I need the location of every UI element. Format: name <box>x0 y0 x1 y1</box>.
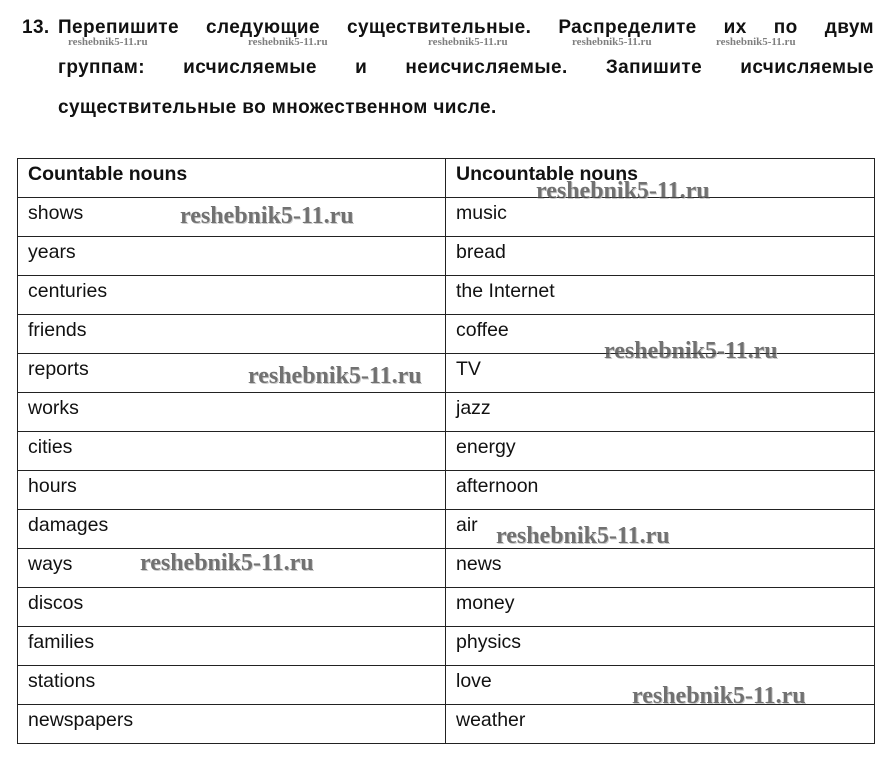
uncountable-cell: news <box>446 549 875 588</box>
uncountable-cell: the Internet <box>446 276 875 315</box>
table-row <box>18 588 875 627</box>
uncountable-cell: love <box>446 666 875 705</box>
watermark: reshebnik5-11.ru <box>572 36 652 48</box>
countable-cell: hours <box>18 471 446 510</box>
watermark: reshebnik5-11.ru <box>604 338 778 364</box>
exercise-number: 13. <box>22 17 50 38</box>
watermark: reshebnik5-11.ru <box>248 36 328 48</box>
header-countable: Countable nouns <box>18 159 446 198</box>
uncountable-cell: physics <box>446 627 875 666</box>
nouns-table <box>17 158 875 744</box>
watermark: reshebnik5-11.ru <box>632 683 806 709</box>
countable-cell: ways <box>18 549 446 588</box>
watermark: reshebnik5-11.ru <box>716 36 796 48</box>
countable-cell: cities <box>18 432 446 471</box>
uncountable-cell: TV <box>446 354 875 393</box>
countable-cell: families <box>18 627 446 666</box>
watermark: reshebnik5-11.ru <box>140 550 314 576</box>
table-row <box>18 471 875 510</box>
uncountable-cell: weather <box>446 705 875 744</box>
uncountable-cell: coffee <box>446 315 875 354</box>
exercise-text <box>22 8 874 128</box>
watermark: reshebnik5-11.ru <box>536 178 710 204</box>
countable-cell: centuries <box>18 276 446 315</box>
table-row <box>18 705 875 744</box>
countable-cell: stations <box>18 666 446 705</box>
table-row <box>18 237 875 276</box>
countable-cell: shows <box>18 198 446 237</box>
countable-cell: discos <box>18 588 446 627</box>
watermark: reshebnik5-11.ru <box>68 36 148 48</box>
countable-cell: reports <box>18 354 446 393</box>
watermark: reshebnik5-11.ru <box>428 36 508 48</box>
table-row <box>18 198 875 237</box>
uncountable-cell: bread <box>446 237 875 276</box>
countable-cell: years <box>18 237 446 276</box>
uncountable-cell: music <box>446 198 875 237</box>
table-row <box>18 276 875 315</box>
uncountable-cell: air <box>446 510 875 549</box>
watermark: reshebnik5-11.ru <box>496 523 670 549</box>
header-uncountable: Uncountable nouns <box>446 159 875 198</box>
table-header-row <box>18 159 875 198</box>
table-row <box>18 510 875 549</box>
exercise-line-2: группам: исчисляемые и неисчисляемые. Запишите исчисляемые <box>58 57 874 78</box>
countable-cell: friends <box>18 315 446 354</box>
table-row <box>18 432 875 471</box>
watermark: reshebnik5-11.ru <box>180 203 354 229</box>
watermark: reshebnik5-11.ru <box>248 363 422 389</box>
countable-cell: works <box>18 393 446 432</box>
uncountable-cell: jazz <box>446 393 875 432</box>
countable-cell: newspapers <box>18 705 446 744</box>
uncountable-cell: energy <box>446 432 875 471</box>
exercise-line-3: существительные во множественном числе. <box>58 97 497 118</box>
countable-cell: damages <box>18 510 446 549</box>
table-row <box>18 393 875 432</box>
table-row <box>18 627 875 666</box>
uncountable-cell: money <box>446 588 875 627</box>
uncountable-cell: afternoon <box>446 471 875 510</box>
exercise-line-1: 13. Перепишите следующие существительные. Распределите их по двум <box>22 8 874 48</box>
